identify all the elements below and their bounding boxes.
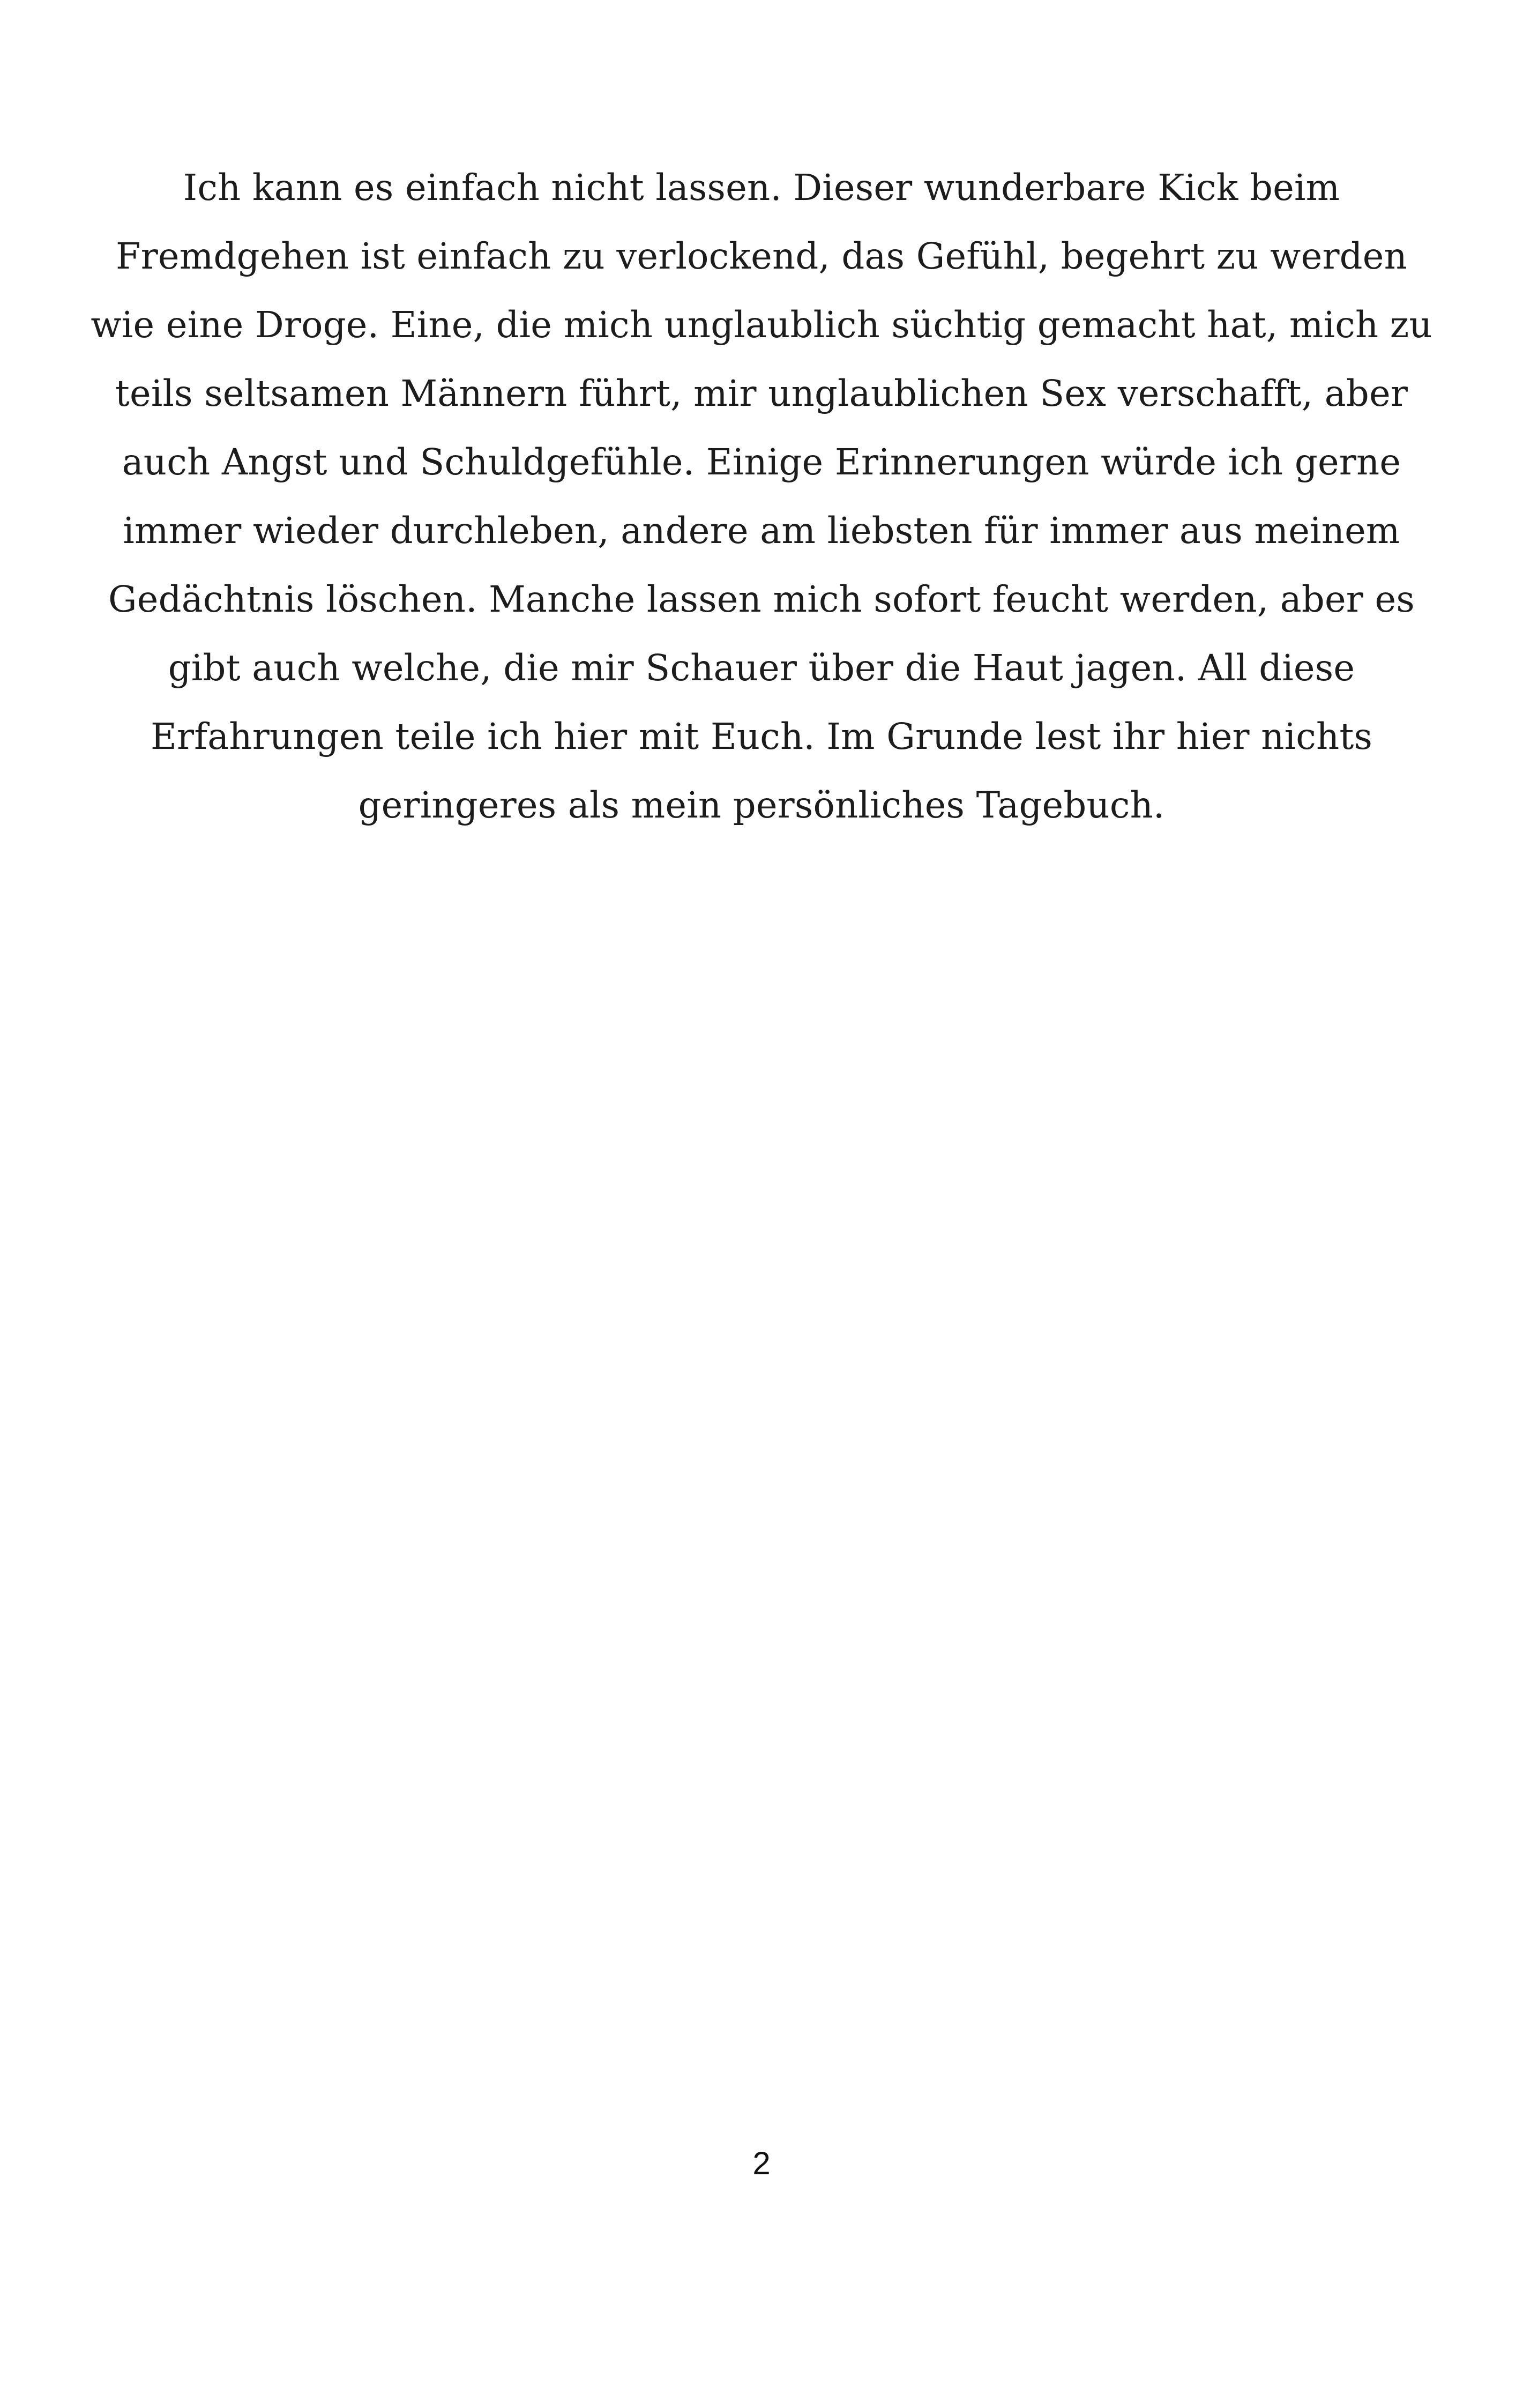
text-line: wie eine Droge. Eine, die mich unglaublich süchtig gemacht hat, mich zu	[91, 304, 1432, 346]
body-paragraph	[0, 153, 1523, 839]
text-line: Gedächtnis löschen. Manche lassen mich sofort feucht werden, aber es	[108, 578, 1415, 620]
text-line: Erfahrungen teile ich hier mit Euch. Im Grunde lest ihr hier nichts	[150, 716, 1373, 757]
text-line: Ich kann es einfach nicht lassen. Dieser wunderbare Kick beim	[183, 167, 1340, 209]
text-line: gibt auch welche, die mir Schauer über die Haut jagen. All diese	[168, 647, 1355, 689]
text-line: geringeres als mein persönliches Tagebuch.	[358, 784, 1165, 826]
text-line: immer wieder durchleben, andere am liebsten für immer aus meinem	[123, 510, 1400, 552]
text-line: auch Angst und Schuldgefühle. Einige Erinnerungen würde ich gerne	[122, 441, 1401, 483]
page-number: 2	[752, 2145, 771, 2181]
text-line: teils seltsamen Männern führt, mir unglaublichen Sex verschafft, aber	[115, 373, 1408, 414]
text-line: Fremdgehen ist einfach zu verlockend, das Gefühl, begehrt zu werden	[116, 235, 1407, 277]
